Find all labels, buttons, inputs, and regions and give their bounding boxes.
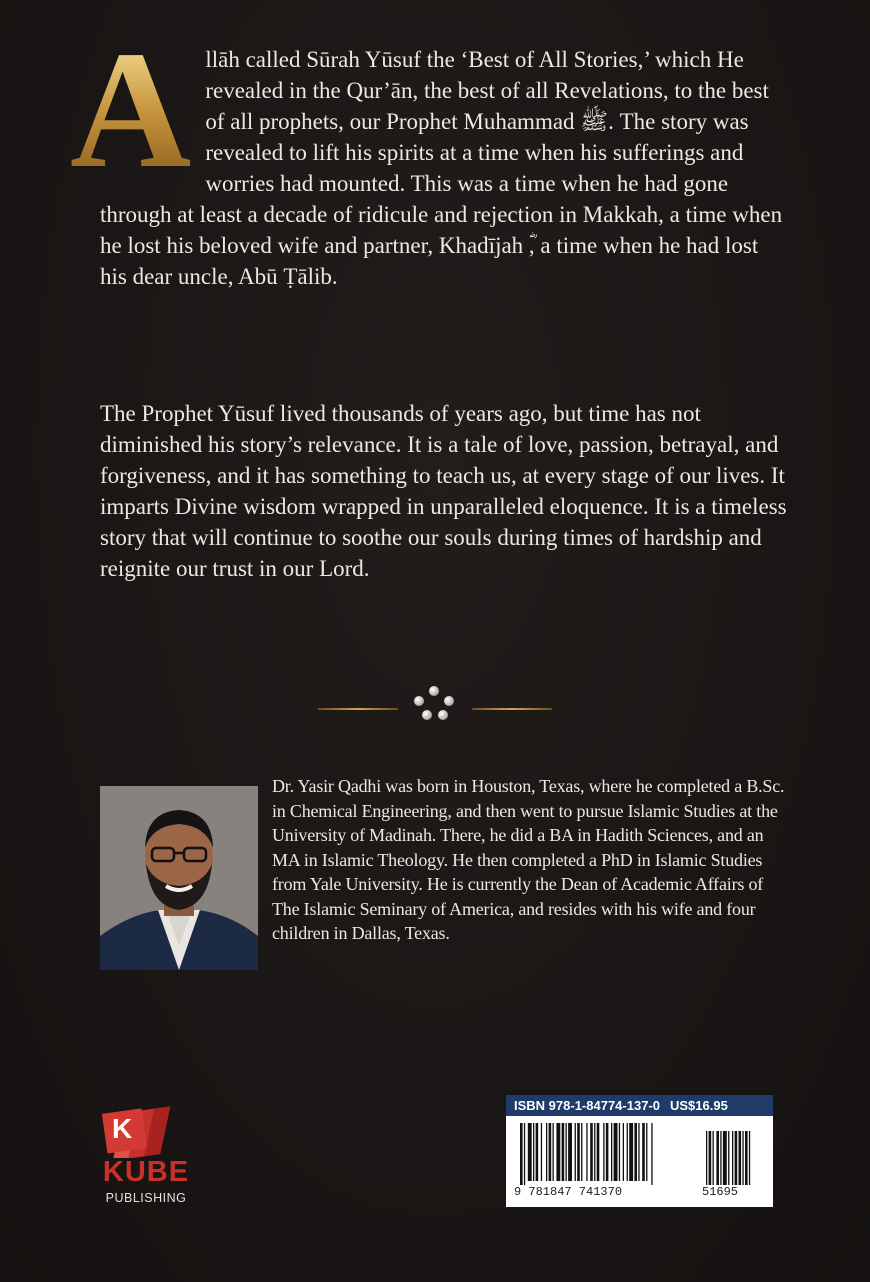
barcode-bar [533,1123,534,1181]
barcode-addon-bar [735,1131,738,1185]
divider-line-left [318,708,398,710]
barcode-digits-main: 9 781847 741370 [514,1185,623,1199]
divider-line-right [472,708,552,710]
publisher-book-icon [92,1092,202,1158]
barcode-bar [642,1123,645,1181]
publisher-subtitle: PUBLISHING [105,1191,187,1205]
ornament-dot [414,696,424,706]
isbn-bar [506,1095,773,1116]
drop-cap: A [70,17,192,203]
barcode-bar [646,1123,647,1181]
barcode-bar [638,1123,639,1181]
barcode-bar [556,1123,560,1181]
publisher-logo-letter: K [112,1113,133,1144]
barcode-addon-bar [723,1131,727,1185]
barcode-bar [520,1123,523,1185]
barcode-addon-bar [720,1131,721,1185]
barcode-bar [566,1123,567,1181]
barcode-addon-bar [728,1131,729,1185]
barcode-bar [562,1123,565,1181]
barcode-digits-addon: 51695 [702,1185,739,1199]
barcode-bar [528,1123,532,1181]
barcode-bar [627,1123,628,1181]
barcode-bar [546,1123,547,1181]
barcode-addon-bar [706,1131,707,1185]
barcode-box [506,1095,773,1207]
publisher-name: KUBE [102,1156,190,1188]
ornament-dot [429,686,439,696]
barcode-bar [536,1123,539,1181]
barcode-bar [549,1123,552,1181]
barcode-bar [603,1123,604,1181]
barcode-bar [634,1123,637,1181]
blurb-paragraph-2: The Prophet Yūsuf lived thousands of years ago, but time has not diminished his story’s relevance. It is a tale of love, passion, betrayal, and forgiveness, and it has something to teach us, at every stage of our lives. It imparts Divine wisdom wrapped in unparalleled eloquence. It is a timeless story that will continue to soothe our souls during times of hardship and reignite our trust in our Lord. [100,401,787,581]
ornament-dot [422,710,432,720]
isbn-number: ISBN 978-1-84774-137-0 [514,1098,660,1113]
barcode-bar [611,1123,612,1181]
barcode-addon-bar [745,1131,748,1185]
price: US$16.95 [669,1098,728,1113]
divider-ornament [318,684,552,734]
barcode-bar [629,1123,633,1181]
barcode-bar [590,1123,593,1181]
barcode-addon-bar [709,1131,712,1185]
barcode-addon-bar [732,1131,733,1185]
barcode-bar [575,1123,576,1181]
barcode-bar [614,1123,618,1181]
barcode-bar [553,1123,554,1181]
barcode-addon-bar [749,1131,750,1185]
barcode [518,1123,762,1185]
ornament-dot [438,710,448,720]
barcode-bar [586,1123,587,1181]
blurb-paragraph-1 [70,17,790,292]
barcode-bar [606,1123,609,1181]
barcode-bar [524,1123,525,1185]
blurb-paragraph-1-text: llāh called Sūrah Yūsuf the ‘Best of All Stories,’ which He revealed in the Qur’ān, the best of all Revelations, to the best of all prophets, our Prophet Muhammad ﷺ. The story was revealed to lift his spirits at a time when his sufferings and worries had mounted. This was a time when he had gone through at least a decade of ridicule and rejection in Makkah, a time when he lost his beloved wife and partner, Khadījah ؓ, a time when he had lost his dear uncle, Abū Ṭālib. [100,47,783,289]
barcode-bar [623,1123,624,1181]
barcode-addon-bar [739,1131,742,1185]
publisher-logo [92,1092,202,1222]
barcode-bar [597,1123,600,1181]
barcode-bar [651,1123,652,1185]
barcode-addon-bar [713,1131,714,1185]
barcode-bar [568,1123,572,1181]
author-bio [100,774,790,970]
author-bio-text: Dr. Yasir Qadhi was born in Houston, Texas, where he completed a B.Sc. in Chemical Engineering, and then went to pursue Islamic Studies at the University of Madinah. There, he did a BA in Hadith Sciences, and an MA in Islamic Theology. He then completed a PhD in Islamic Studies from Yale University. He is currently the Dean of Academic Affairs of The Islamic Seminary of America, and resides with his wife and four children in Dallas, Texas. [272,776,785,943]
barcode-addon-bar [716,1131,719,1185]
barcode-bar [541,1123,542,1181]
barcode-bar [619,1123,620,1181]
barcode-bar [581,1123,582,1181]
barcode-bar [577,1123,580,1181]
barcode-bar [594,1123,595,1181]
ornament-dot [444,696,454,706]
barcode-addon-bar [742,1131,743,1185]
